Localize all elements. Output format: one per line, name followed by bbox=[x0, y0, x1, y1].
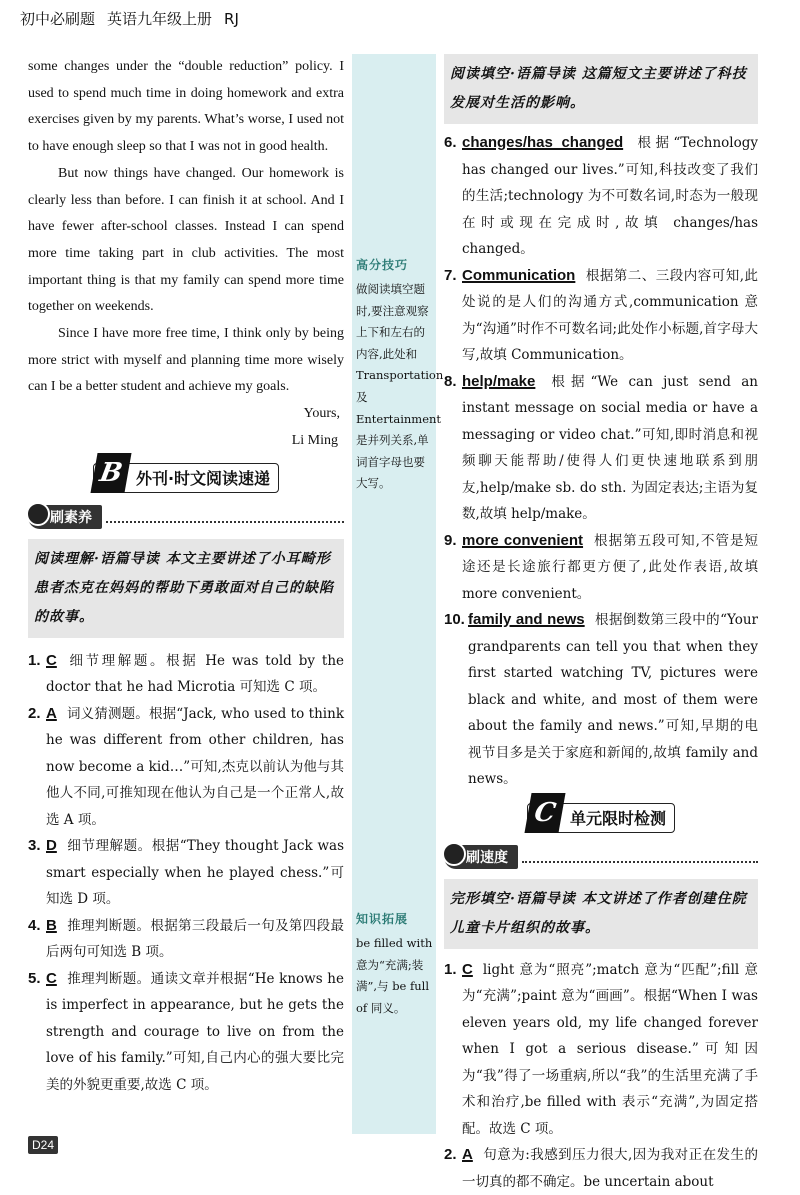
section-b-tag-label: 刷素养 bbox=[50, 510, 92, 526]
section-c-letter: C bbox=[524, 793, 565, 833]
answer-explanation: light 意为“照亮”;match 意为“匹配”;fill 意为“充满”;paint 意为“画画”。根据“When I was eleven years old, my life changed forever when I got a serious disease.”可知因为“我”得了一场重病,所以“我”的生活里充满了手术和治疗,be filled with 表示“充满”,为固定搭配。故选 C 项。 bbox=[462, 962, 758, 1137]
answer-number: 3. bbox=[28, 833, 46, 913]
header-subject: 英语九年级上册 bbox=[107, 10, 212, 28]
letter-signature: Li Ming bbox=[28, 428, 338, 455]
answer-key: changes/has changed bbox=[462, 134, 623, 151]
left-column bbox=[28, 54, 344, 1098]
answer-item bbox=[444, 528, 758, 608]
answer-number: 2. bbox=[28, 701, 46, 834]
section-c-tag-label: 刷速度 bbox=[466, 850, 508, 866]
right-column bbox=[444, 54, 758, 1195]
section-b-banner bbox=[93, 463, 279, 493]
section-c-guide: 完形填空·语篇导读 本文讲述了作者创建住院儿童卡片组织的故事。 bbox=[444, 879, 758, 949]
answer-explanation: 根据“We can just send an instant message on social media or have a messaging or video chat.”可知,即时消息和视频聊天能帮助/使得人们更快速地联系到朋友,help/make sb. do sth. 为固定表达;主语为复数,故填 help/make。 bbox=[462, 374, 758, 523]
answer-number: 4. bbox=[28, 913, 46, 966]
tip-knowledge-title: 知识拓展 bbox=[356, 910, 436, 927]
tip-knowledge-body: be filled with 意为“充满;装满”,与 be full of 同义。 bbox=[356, 933, 436, 1019]
answer-item bbox=[444, 1142, 758, 1195]
answer-number: 1. bbox=[444, 957, 462, 1143]
answer-key: B bbox=[46, 917, 57, 934]
answer-explanation: 推理判断题。根据第三段最后一句及第四段最后两句可知选 B 项。 bbox=[46, 918, 344, 961]
answer-item bbox=[444, 130, 758, 263]
answer-explanation: 推理判断题。通读文章并根据“He knows he is imperfect in appearance, but he gets the strength and courage to live on from the love of his family.”可知,自己内心的强大要比完美的外貌更重要,故选 C 项。 bbox=[46, 971, 344, 1093]
letter-closing: Yours, bbox=[28, 401, 340, 428]
section-c-tag bbox=[444, 845, 518, 869]
section-b-tag bbox=[28, 505, 102, 529]
dotted-divider bbox=[522, 851, 758, 863]
answer-item bbox=[28, 966, 344, 1099]
section-b-answers bbox=[28, 648, 344, 1099]
answer-explanation: 根据倒数第三段中的“Your grandparents can tell you that when they first started watching TV, pictures were black and white, and most of them were about the family and news.”可知,早期的电视节目多是关于家庭和新闻的,故填 family and news。 bbox=[468, 612, 758, 787]
answer-explanation: 细节理解题。根据 He was told by the doctor that he had Microtia 可知选 C 项。 bbox=[46, 653, 344, 696]
answer-number: 1. bbox=[28, 648, 46, 701]
tip-high-score-body: 做阅读填空题时,要注意观察上下和左右的内容,此处和 Transportation 及 Entertainment 是并列关系,单词首字母也要大写。 bbox=[356, 279, 436, 495]
letter-paragraph-3: Since I have more free time, I think only by being more strict with myself and planning time more wisely can I be a better student and achieve my goals. bbox=[28, 321, 344, 401]
page-number: D24 bbox=[28, 1136, 58, 1154]
answer-item bbox=[444, 607, 758, 793]
answer-explanation: 细节理解题。根据“They thought Jack was smart especially when he played chess.”可知选 D 项。 bbox=[46, 838, 344, 907]
answer-item bbox=[28, 701, 344, 834]
answer-number: 2. bbox=[444, 1142, 462, 1195]
answer-key: A bbox=[46, 705, 57, 722]
tip-high-score bbox=[356, 256, 436, 495]
answer-item bbox=[444, 957, 758, 1143]
answer-explanation: 根据第二、三段内容可知,此处说的是人们的沟通方式,communication 意为“沟通”时作不可数名词;此处作小标题,首字母大写,故填 Communication。 bbox=[462, 268, 758, 364]
answer-number: 5. bbox=[28, 966, 46, 1099]
letter-paragraph-2: But now things have changed. Our homework is clearly less than before. I can finish it at school. And I have fewer after-school classes. Instead I can spend more time taking part in club activities. The most important thing is that my family can spend more time together on weekends. bbox=[28, 161, 344, 321]
page-header bbox=[20, 8, 720, 32]
answer-item bbox=[28, 913, 344, 966]
answer-explanation: 句意为:我感到压力很大,因为我对正在发生的一切真的都不确定。be uncertain about bbox=[462, 1147, 758, 1190]
answer-explanation: 根据“Technology has changed our lives.”可知,科技改变了我们的生活;technology 为不可数名词,时态为一般现在时或现在完成时,故填 changes/has changed。 bbox=[462, 135, 758, 257]
reading-fill-answers bbox=[444, 130, 758, 793]
answer-number: 10. bbox=[444, 607, 468, 793]
answer-key: more convenient bbox=[462, 532, 583, 549]
answer-key: family and news bbox=[468, 611, 585, 628]
answer-number: 9. bbox=[444, 528, 462, 608]
answer-key: C bbox=[46, 652, 57, 669]
letter-paragraph-1: some changes under the “double reduction” policy. I used to spend much time in doing homework and extra exercises given by my parents. What’s worse, I used not to have enough sleep so that I was not in good health. bbox=[28, 54, 344, 161]
header-edition: RJ bbox=[224, 10, 239, 28]
answer-item bbox=[28, 648, 344, 701]
answer-key: C bbox=[46, 970, 57, 987]
answer-key: D bbox=[46, 837, 57, 854]
answer-number: 6. bbox=[444, 130, 462, 263]
answer-explanation: 根据第五段可知,不管是短途还是长途旅行都更方便了,此处作表语,故填 more convenient。 bbox=[462, 533, 758, 602]
answer-item bbox=[444, 369, 758, 528]
section-c-tag-row bbox=[444, 845, 758, 869]
answer-key: Communication bbox=[462, 267, 575, 284]
tip-high-score-title: 高分技巧 bbox=[356, 256, 436, 273]
section-c-answers bbox=[444, 957, 758, 1195]
brush-icon bbox=[442, 842, 466, 866]
answer-explanation: 词义猜测题。根据“Jack, who used to think he was different from other children, has now become a kid…”可知,杰克以前认为他与其他人不同,可推知现在他认为自己是一个正常人,故选 A 项。 bbox=[46, 706, 344, 828]
answer-item bbox=[28, 833, 344, 913]
section-c-banner bbox=[527, 803, 675, 833]
reading-fill-guide: 阅读填空·语篇导读 这篇短文主要讲述了科技发展对生活的影响。 bbox=[444, 54, 758, 124]
dotted-divider bbox=[106, 511, 344, 523]
section-c-title: 单元限时检测 bbox=[562, 806, 674, 829]
section-b-guide: 阅读理解·语篇导读 本文主要讲述了小耳畸形患者杰克在妈妈的帮助下勇敢面对自己的缺陷的故事。 bbox=[28, 539, 344, 638]
section-b-title: 外刊·时文阅读速递 bbox=[128, 466, 278, 489]
tip-knowledge bbox=[356, 910, 436, 1019]
answer-key: help/make bbox=[462, 373, 535, 390]
brush-icon bbox=[26, 502, 50, 526]
answer-number: 8. bbox=[444, 369, 462, 528]
section-b-tag-row bbox=[28, 505, 344, 529]
answer-key: A bbox=[462, 1146, 473, 1163]
answer-item bbox=[444, 263, 758, 369]
answer-number: 7. bbox=[444, 263, 462, 369]
section-b-letter: B bbox=[90, 453, 131, 493]
header-series: 初中必刷题 bbox=[20, 10, 95, 28]
answer-key: C bbox=[462, 961, 473, 978]
